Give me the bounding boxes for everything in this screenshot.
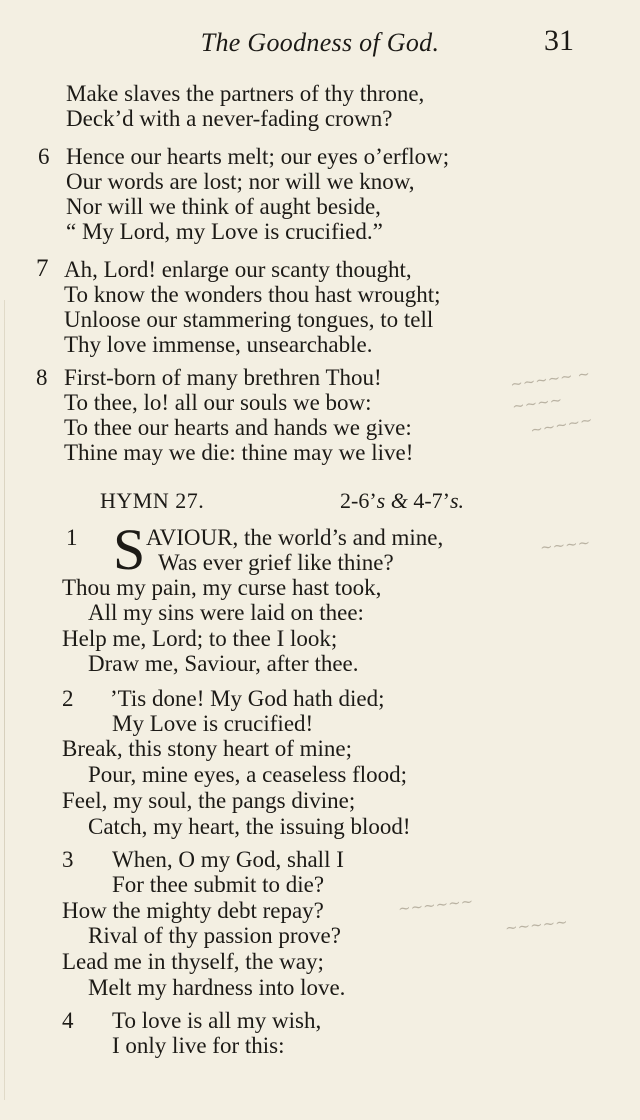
verse-line: I only live for this:: [112, 1033, 285, 1058]
verse-line: Thine may we die: thine may we live!: [64, 440, 414, 465]
verse-line: Thy love immense, unsearchable.: [64, 332, 373, 357]
verse-line: Was ever grief like thine?: [158, 550, 394, 575]
stanza-number: 1: [66, 525, 78, 550]
stanza-number: 7: [36, 255, 49, 282]
verse-line: Hence our hearts melt; our eyes o’erflow;: [66, 144, 450, 169]
pencil-annotation: ~~~~: [510, 390, 564, 416]
pencil-annotation: ~~~~~ ~: [509, 364, 591, 394]
page-margin-shadow: [4, 300, 5, 1100]
verse-line: Feel, my soul, the pangs divine;: [62, 788, 356, 813]
verse-line: To know the wonders thou hast wrought;: [64, 282, 441, 307]
verse-line: Deck’d with a never-fading crown?: [66, 106, 393, 131]
verse-line: “ My Lord, my Love is crucified.”: [66, 219, 383, 244]
stanza-number: 3: [62, 847, 74, 872]
hymn-meter: 2-6’s & 4-7’s.: [340, 488, 465, 513]
verse-line: AVIOUR, the world’s and mine,: [146, 525, 444, 550]
stanza-number: 8: [36, 365, 48, 390]
pencil-annotation: ~~~~~: [528, 410, 594, 440]
verse-line: First-born of many brethren Thou!: [64, 365, 382, 390]
verse-line: Pour, mine eyes, a ceaseless flood;: [88, 762, 408, 787]
verse-line: When, O my God, shall I: [112, 847, 344, 872]
verse-line: Help me, Lord; to thee I look;: [62, 626, 338, 651]
pencil-annotation: ~~~~: [539, 533, 592, 557]
verse-line: All my sins were laid on thee:: [88, 600, 364, 625]
verse-line: ’Tis done! My God hath died;: [110, 686, 385, 711]
drop-cap: S: [113, 517, 146, 582]
verse-line: Catch, my heart, the issuing blood!: [88, 814, 411, 839]
hymn-title: HYMN 27.: [100, 488, 205, 513]
verse-line: Break, this stony heart of mine;: [62, 736, 352, 761]
verse-line: Ah, Lord! enlarge our scanty thought,: [64, 257, 412, 282]
verse-line: To thee our hearts and hands we give:: [64, 415, 412, 440]
pencil-annotation: ~~~~~~: [397, 892, 475, 918]
verse-line: Lead me in thyself, the way;: [62, 949, 324, 974]
verse-line: My Love is crucified!: [112, 711, 314, 736]
stanza-number: 4: [62, 1008, 74, 1033]
verse-line: Make slaves the partners of thy throne,: [66, 81, 425, 106]
stanza-number: 2: [62, 686, 74, 711]
verse-line: How the mighty debt repay?: [62, 898, 324, 923]
stanza-number: 6: [38, 144, 50, 169]
verse-line: Nor will we think of aught beside,: [66, 194, 381, 219]
pencil-annotation: ~~~~~: [504, 912, 569, 938]
page-number: 31: [544, 24, 574, 57]
verse-line: Rival of thy passion prove?: [88, 923, 341, 948]
verse-line: Draw me, Saviour, after thee.: [88, 651, 359, 676]
verse-line: Our words are lost; nor will we know,: [66, 169, 415, 194]
verse-line: Unloose our stammering tongues, to tell: [64, 307, 434, 332]
running-header-title: The Goodness of God.: [200, 28, 440, 57]
verse-line: To thee, lo! all our souls we bow:: [64, 390, 372, 415]
verse-line: For thee submit to die?: [112, 872, 325, 897]
verse-line: To love is all my wish,: [112, 1008, 322, 1033]
verse-line: Thou my pain, my curse hast took,: [62, 575, 382, 600]
verse-line: Melt my hardness into love.: [88, 975, 346, 1000]
